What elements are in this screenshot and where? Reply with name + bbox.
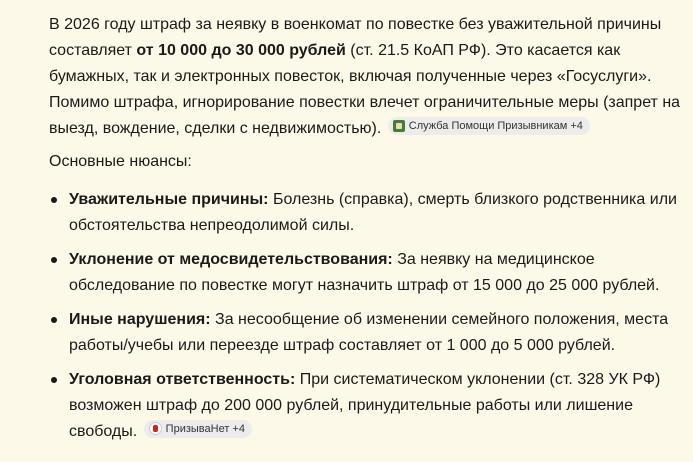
- fine-amount: от 10 000 до 30 000 рублей: [136, 42, 346, 59]
- prizyvanet-logo-icon: [149, 422, 162, 435]
- list-item-text: Болезнь (справка), смерть близкого родственника или обстоятельства непреодолимой силы.: [69, 191, 677, 234]
- list-item-term: Иные нарушения:: [69, 311, 211, 328]
- list-item: [49, 247, 689, 299]
- source-chip-prizyvanet[interactable]: [144, 420, 252, 438]
- list-item-text: За несообщение об изменении семейного положения, места работы/учебы или переезде штраф составляет от 1 000 до 5 000 рублей.: [69, 311, 669, 354]
- list-item-text: При систематическом уклонении (ст. 328 УК РФ) возможен штраф до 200 000 рублей, принудительные работы или лишение свободы.: [69, 371, 661, 440]
- intro-paragraph: [49, 12, 689, 142]
- list-item: [49, 367, 689, 445]
- nuances-list: [49, 187, 689, 453]
- list-item-term: Уголовная ответственность:: [69, 371, 296, 388]
- list-item-text: За неявку на медицинское обследование по повестке могут назначить штраф от 15 000 до 25 000 рублей.: [69, 251, 660, 294]
- intro-text-after: (ст. 21.5 КоАП РФ). Это касается как бумажных, так и электронных повесток, включая полученные через «Госуслуги». Помимо штрафа, игнорирование повестки влечет ограничительные меры (запрет на выезд, вождение, сделки с недвижимостью).: [49, 42, 681, 137]
- list-item-term: Уклонение от медосвидетельствования:: [69, 251, 393, 268]
- list-item-term: Уважительные причины:: [69, 191, 269, 208]
- bullet-icon: [51, 257, 57, 263]
- source-chip-sluzhba[interactable]: [388, 117, 590, 135]
- nuances-title: Основные нюансы:: [49, 153, 192, 170]
- source-chip-label: Служба Помощи Призывникам +4: [408, 120, 583, 132]
- intro-text-before: В 2026 году штраф за неявку в военкомат по повестке без уважительной причины составляет: [49, 16, 662, 59]
- bullet-icon: [51, 197, 57, 203]
- source-chip-label: ПризываНет +4: [165, 422, 245, 435]
- bullet-icon: [51, 317, 57, 323]
- service-logo-icon: [393, 120, 405, 132]
- bullet-icon: [51, 377, 57, 383]
- list-item: [49, 187, 689, 239]
- list-item: [49, 307, 689, 359]
